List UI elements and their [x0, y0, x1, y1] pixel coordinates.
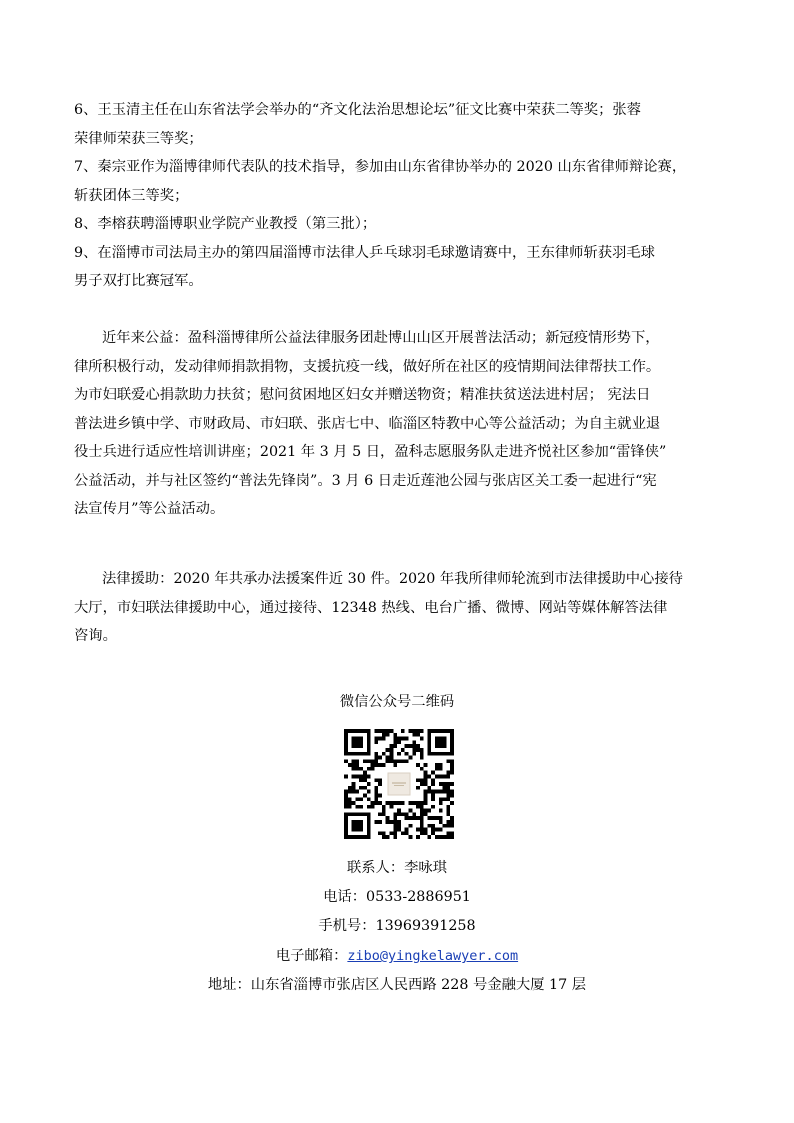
welfare-paragraph	[74, 324, 722, 524]
award-item-6-line-2: 荣律师荣获三等奖；	[74, 130, 203, 147]
contact-mobile: 手机号：13969391258	[318, 918, 476, 934]
award-item-9-line-1: 9、在淄博市司法局主办的第四届淄博市法律人乒乓球羽毛球邀请赛中，王东律师斩获羽毛球	[74, 244, 655, 261]
welfare-line-2: 律所积极行动，发动律师捐款捐物，支援抗疫一线，做好所在社区的疫情期间法律帮扶工作。	[74, 358, 661, 375]
award-item-8: 8、李榕获聘淄博职业学院产业教授（第三批）；	[74, 216, 377, 232]
welfare-line-5: 役士兵进行适应性培训讲座；2021 年 3 月 5 日，盈科志愿服务队走进齐悦社区参加“雷锋侠”	[74, 444, 667, 460]
legal-aid-line-2: 大厅，市妇联法律援助中心，通过接待、12348 热线、电台广播、微博、网站等媒体解答法律	[74, 599, 668, 616]
welfare-line-6: 公益活动，并与社区签约“普法先锋岗”。3 月 6 日走近莲池公园与张店区关工委一起进行“宪	[74, 472, 657, 489]
welfare-line-1: 近年来公益：盈科淄博律所公益法律服务团赴博山山区开展普法活动；新冠疫情形势下，	[102, 330, 660, 346]
qr-caption: 微信公众号二维码	[339, 694, 455, 710]
welfare-line-3: 为市妇联爱心捐款助力扶贫；慰问贫困地区妇女并赠送物资；精准扶贫送法进村居； 宪法日	[74, 387, 651, 403]
award-item-6-line-1: 6、王玉清主任在山东省法学会举办的“齐文化法治思想论坛”征文比赛中荣获二等奖；张蓉	[74, 102, 641, 118]
wechat-qr-code-icon	[344, 729, 454, 839]
award-item-9-line-2: 男子双打比赛冠军。	[74, 273, 203, 289]
welfare-line-4: 普法进乡镇中学、市财政局、市妇联、张店七中、临淄区特教中心等公益活动；为自主就业退	[74, 415, 661, 432]
legal-aid-line-1: 法律援助：2020 年共承办法援案件近 30 件。2020 年我所律师轮流到市法律援助中心接待	[102, 571, 683, 587]
awards-section	[74, 96, 722, 296]
email-label: 电子邮箱：	[275, 948, 348, 964]
award-item-7-line-1: 7、秦宗亚作为淄博律师代表队的技术指导，参加由山东省律协举办的 2020 山东省律师辩论赛，	[74, 159, 687, 175]
welfare-line-7: 法宣传月”等公益活动。	[74, 501, 225, 517]
email-link[interactable]: zibo@yingkelawyer.com	[347, 948, 519, 964]
award-item-7-line-2: 斩获团体三等奖；	[74, 187, 189, 204]
contact-address: 地址：山东省淄博市张店区人民西路 228 号金融大厦 17 层	[207, 977, 587, 993]
contact-email-row	[0, 946, 794, 966]
legal-aid-line-3: 咨询。	[74, 628, 117, 644]
contact-person: 联系人：李咏琪	[346, 860, 448, 876]
legal-aid-paragraph	[74, 565, 722, 651]
contact-phone: 电话：0533-2886951	[323, 889, 471, 905]
